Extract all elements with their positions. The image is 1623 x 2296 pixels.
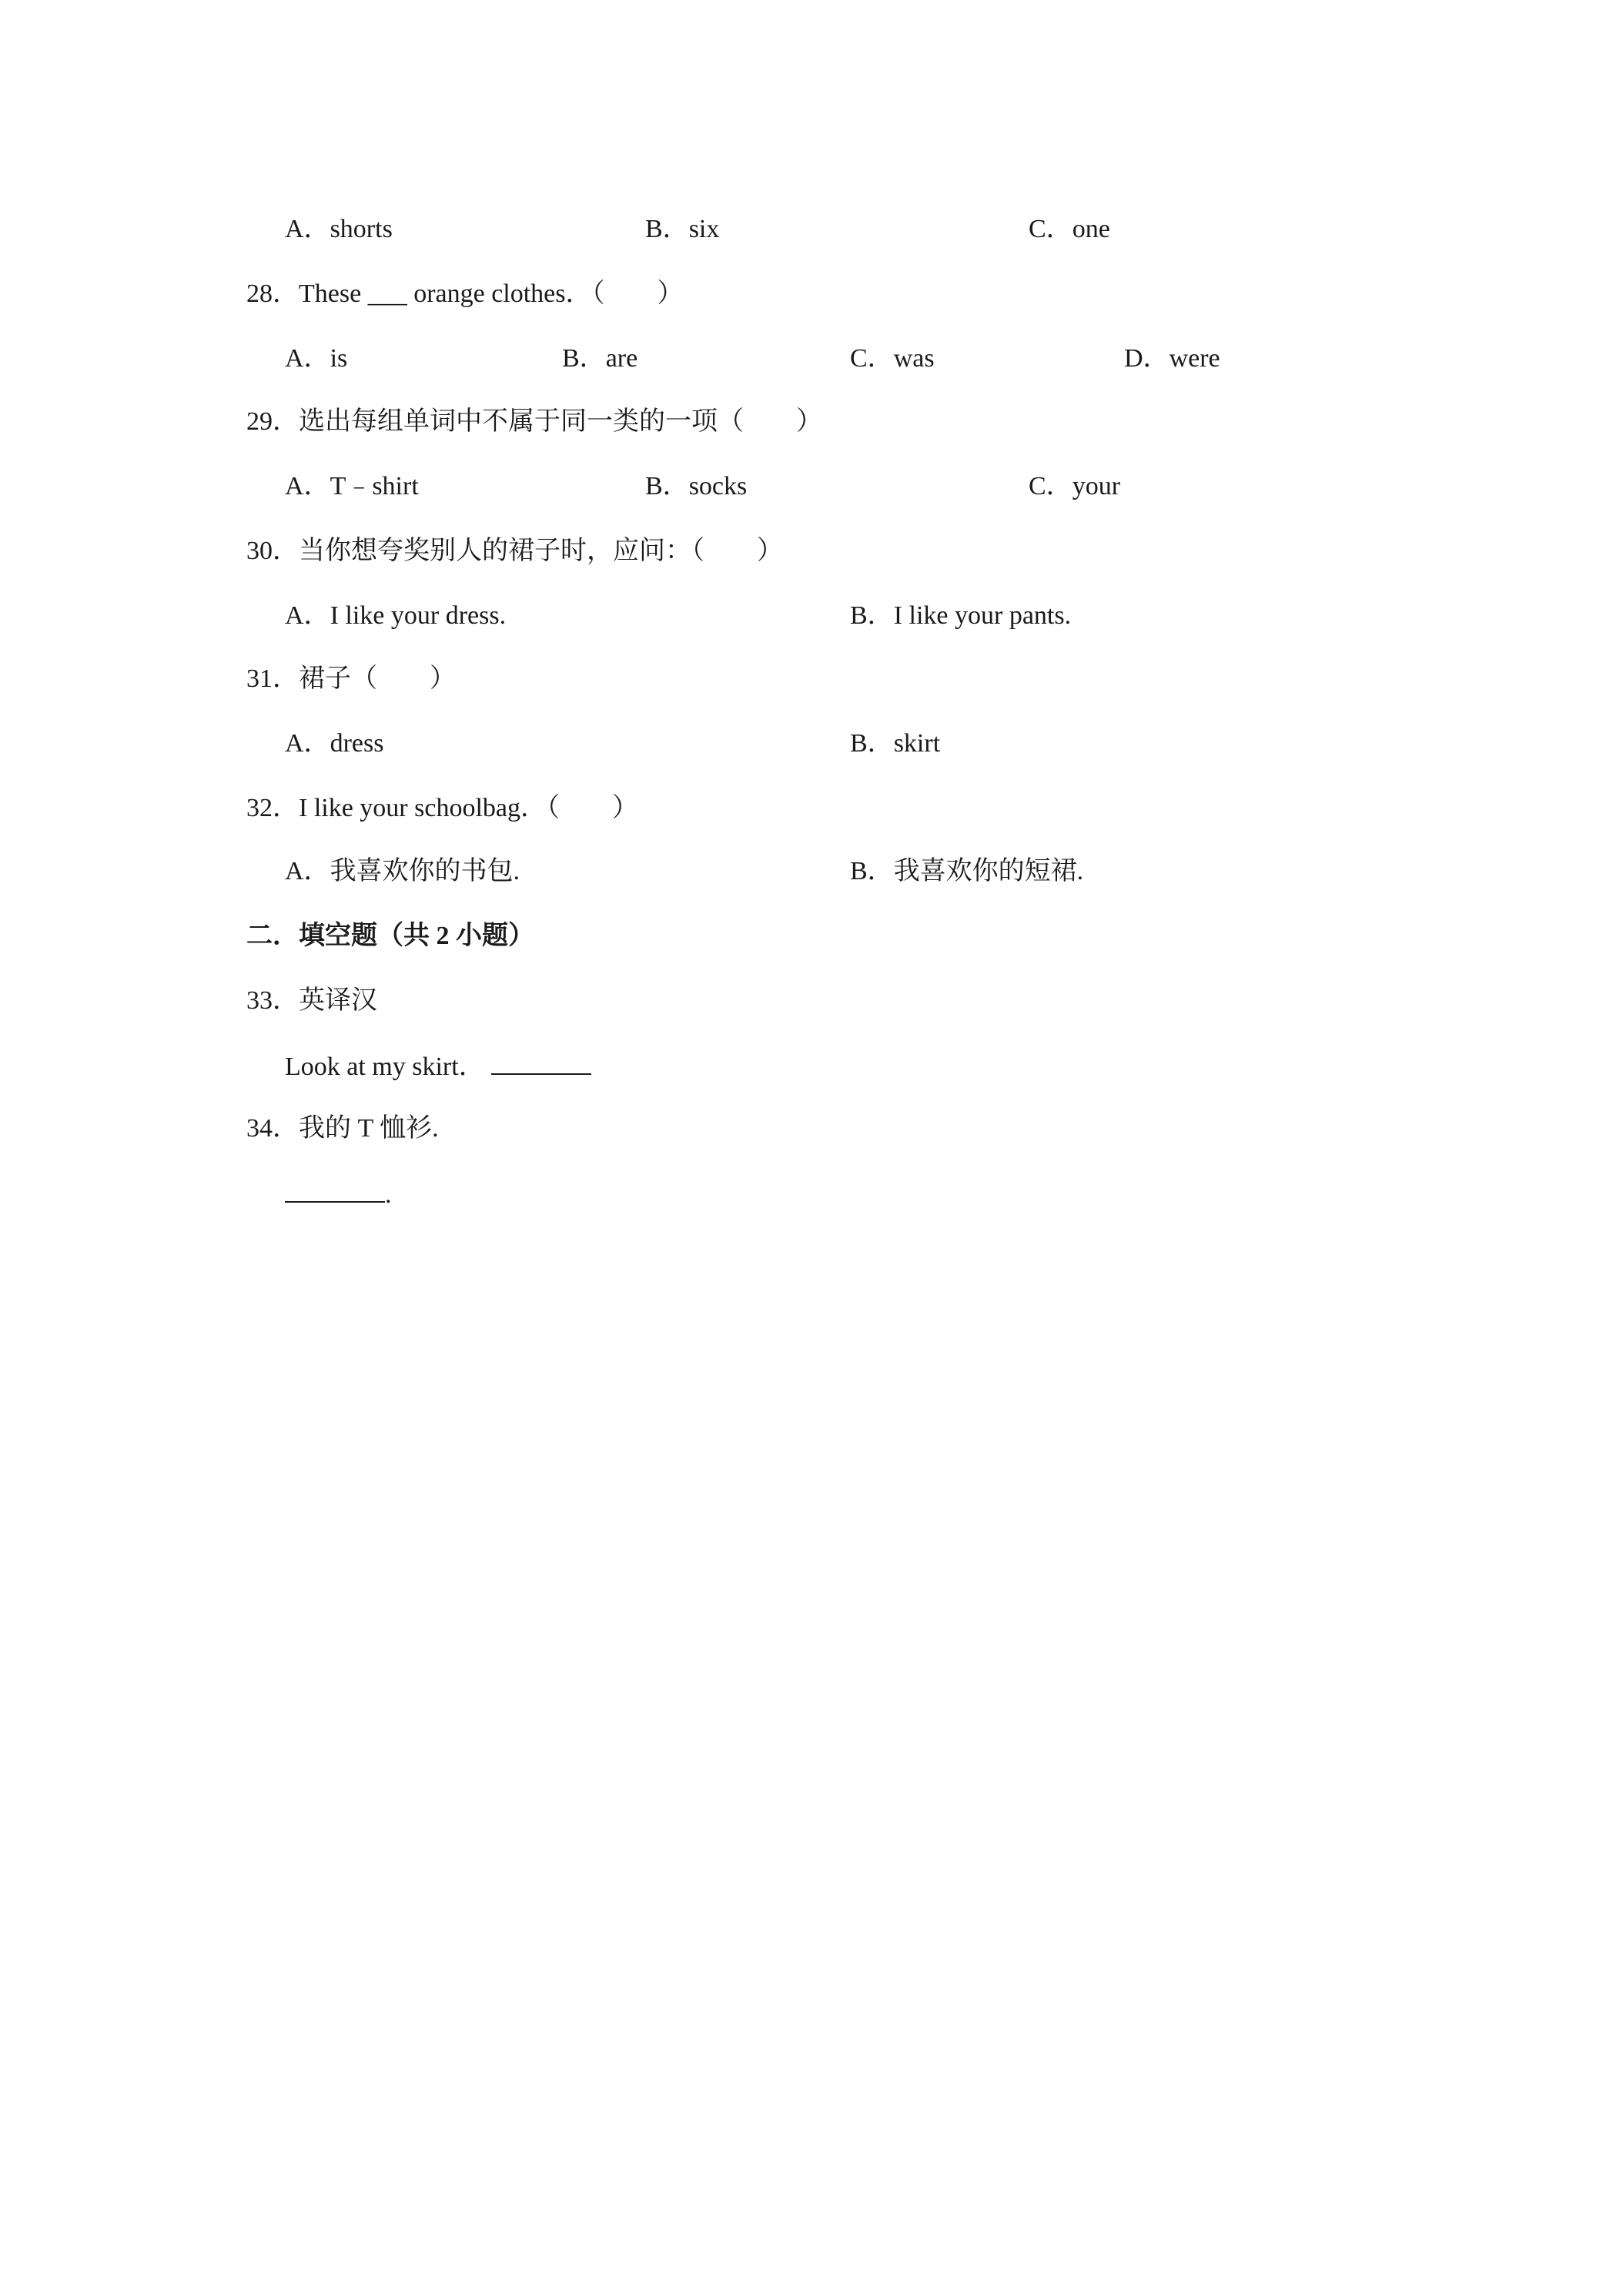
q29-option-a[interactable]	[285, 471, 419, 502]
q32-option-a[interactable]	[285, 856, 520, 887]
section-heading-fill-in	[246, 921, 534, 952]
q30-option-a[interactable]	[285, 601, 506, 631]
option-letter: B．	[850, 729, 894, 758]
option-text: is	[330, 344, 348, 373]
q29-stem	[246, 407, 822, 437]
q29-option-c[interactable]	[1029, 471, 1120, 502]
question-text: 英译汉	[299, 986, 377, 1015]
option-letter: B．	[645, 472, 689, 500]
question-number: 30．	[246, 537, 299, 565]
question-text: 我的 T 恤衫.	[299, 1114, 439, 1143]
option-text: were	[1169, 344, 1220, 373]
option-text: are	[605, 344, 638, 373]
option-letter: A．	[285, 215, 330, 243]
question-number: 31．	[246, 664, 299, 693]
q32-option-b[interactable]	[850, 856, 1083, 887]
option-text: dress	[330, 729, 384, 758]
section-title-suffix: 小题）	[449, 922, 534, 950]
q28-option-d[interactable]	[1124, 343, 1220, 374]
q33-sentence-line	[285, 1050, 591, 1083]
q31-option-b[interactable]	[850, 728, 940, 759]
question-text: 当你想夸奖别人的裙子时，应问：（ ）	[299, 537, 783, 565]
question-text-before: These	[299, 279, 368, 308]
q32-stem	[246, 793, 638, 824]
option-text: was	[893, 344, 935, 373]
option-letter: A．	[285, 729, 330, 758]
question-number: 33．	[246, 986, 299, 1015]
option-text: 我喜欢你的书包.	[330, 857, 520, 885]
option-text: T﹣shirt	[330, 472, 419, 500]
option-letter: A．	[285, 857, 330, 885]
option-text: one	[1072, 215, 1110, 243]
q28-option-b[interactable]	[562, 343, 637, 374]
option-letter: B．	[850, 601, 894, 630]
option-letter: A．	[285, 601, 330, 630]
q31-option-a[interactable]	[285, 728, 383, 759]
question-number: 34．	[246, 1114, 299, 1143]
option-letter: D．	[1124, 344, 1170, 373]
option-letter: C．	[850, 344, 894, 373]
option-letter: B．	[562, 344, 606, 373]
question-text: I like your schoolbag．（ ）	[299, 794, 638, 822]
q34-stem	[246, 1113, 439, 1144]
option-text: your	[1072, 472, 1121, 500]
q33-sentence: Look at my skirt．	[285, 1053, 485, 1081]
option-text: 我喜欢你的短裙.	[893, 857, 1084, 885]
option-letter: B．	[850, 857, 894, 885]
question-number: 29．	[246, 407, 299, 436]
question-text: 选出每组单词中不属于同一类的一项（ ）	[299, 407, 822, 436]
question-blank: ___	[367, 279, 407, 308]
section-title-prefix: 二．填空题（共	[246, 922, 437, 950]
option-text: I like your dress.	[330, 601, 507, 630]
option-letter: A．	[285, 472, 330, 500]
option-text: shorts	[330, 215, 393, 243]
q33-stem	[246, 986, 377, 1016]
q34-answer-line	[285, 1178, 392, 1210]
q27-option-b[interactable]	[645, 214, 719, 245]
q33-answer-blank[interactable]	[491, 1050, 591, 1075]
option-letter: C．	[1029, 215, 1073, 243]
option-text: I like your pants.	[893, 601, 1072, 630]
option-text: six	[688, 215, 720, 243]
q28-stem	[246, 279, 684, 310]
q34-answer-blank[interactable]	[285, 1178, 385, 1203]
q28-option-a[interactable]	[285, 343, 347, 374]
q28-option-c[interactable]	[850, 343, 935, 374]
question-number: 28．	[246, 279, 299, 308]
option-letter: C．	[1029, 472, 1073, 500]
option-text: skirt	[893, 729, 941, 758]
option-letter: B．	[645, 215, 689, 243]
q27-option-c[interactable]	[1029, 214, 1110, 245]
q27-option-a[interactable]	[285, 214, 393, 245]
q31-stem	[246, 664, 456, 694]
q30-option-b[interactable]	[850, 601, 1071, 631]
q34-answer-period: .	[385, 1180, 392, 1209]
q30-stem	[246, 536, 783, 567]
question-number: 32．	[246, 794, 299, 822]
question-text: 裙子（ ）	[299, 664, 456, 693]
q29-option-b[interactable]	[645, 471, 747, 502]
option-text: socks	[688, 472, 748, 500]
option-letter: A．	[285, 344, 330, 373]
question-text-after: orange clothes．（ ）	[407, 279, 684, 308]
section-title-count: 2	[436, 922, 450, 950]
